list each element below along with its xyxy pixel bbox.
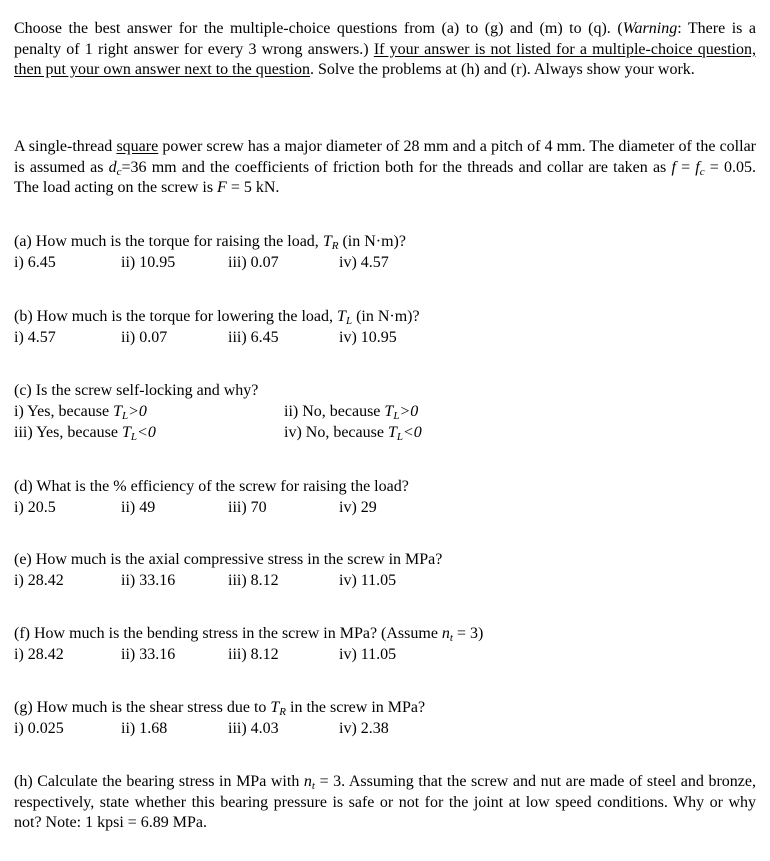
collar-friction-symbol: f	[695, 158, 700, 176]
torque-symbol: T	[113, 402, 122, 420]
torque-symbol: T	[387, 423, 397, 441]
torque-subscript: L	[393, 409, 400, 422]
question-text: (b) How much is the torque for lowering the load,	[14, 308, 338, 325]
option-i[interactable]: i) 6.45	[14, 253, 56, 271]
torque-subscript: L	[122, 409, 129, 422]
option-i[interactable]: i) 28.42	[14, 645, 64, 663]
option-iii[interactable]	[14, 423, 156, 444]
question-text: (g) How much is the shear stress due to	[14, 699, 271, 716]
option-text: >0	[399, 402, 419, 420]
question-d-options	[14, 498, 756, 519]
question-e-options	[14, 571, 756, 592]
instructions-text: Choose the best answer for the multiple-choice questions from (a) to (g) and (m) to (q). (	[14, 20, 623, 37]
question-h	[14, 772, 756, 834]
option-i[interactable]: i) 4.57	[14, 328, 56, 346]
question-b	[14, 307, 756, 349]
problem-text: =	[675, 158, 696, 176]
option-iii[interactable]: iii) 8.12	[228, 571, 279, 589]
option-ii[interactable]: ii) 0.07	[121, 328, 168, 346]
torque-subscript: R	[331, 240, 339, 252]
question-b-options	[14, 328, 756, 349]
problem-text: power screw has a major diameter of 28 mm and a pitch of 4 mm. The diameter of the collar is assumed as	[14, 138, 757, 176]
question-a	[14, 232, 756, 274]
question-g-options	[14, 719, 756, 740]
torque-symbol: T	[337, 308, 346, 325]
load-symbol: F	[217, 179, 227, 196]
option-ii[interactable]: ii) 1.68	[121, 719, 168, 737]
question-c-options-row1	[14, 402, 756, 423]
option-iv[interactable]: iv) 2.38	[339, 719, 389, 737]
question-c-text: (c) Is the screw self-locking and why?	[14, 382, 259, 399]
torque-symbol: T	[384, 402, 394, 420]
option-iv[interactable]: iv) 11.05	[339, 571, 397, 589]
problem-text: =36 mm and the coefficients of friction both for the threads and collar are taken as	[121, 158, 672, 176]
collar-friction-subscript: c	[699, 165, 705, 178]
option-i[interactable]: i) 28.42	[14, 571, 64, 589]
option-iii[interactable]: iii) 4.03	[228, 719, 279, 737]
option-i[interactable]	[14, 402, 147, 423]
option-iv[interactable]	[284, 423, 422, 444]
question-f-options	[14, 645, 756, 666]
question-a-options	[14, 253, 756, 274]
option-text: iv) No, because	[284, 423, 388, 441]
question-c-options-row2	[14, 423, 756, 444]
option-ii[interactable]: ii) 33.16	[121, 571, 176, 589]
torque-symbol: T	[121, 423, 131, 441]
safety-factor-symbol: n	[441, 625, 450, 642]
instructions-text: : There is a penalty of 1 right answer for every 3 wrong answers.)	[14, 20, 757, 58]
option-text: >0	[128, 402, 147, 420]
option-ii[interactable]: ii) 49	[121, 498, 156, 516]
question-f	[14, 624, 756, 666]
question-d-text: (d) What is the % efficiency of the screw for raising the load?	[14, 478, 409, 495]
question-text: (h) Calculate the bearing stress in MPa with	[14, 773, 304, 790]
option-i[interactable]: i) 20.5	[14, 498, 56, 516]
safety-factor-subscript: t	[449, 632, 453, 644]
question-c	[14, 381, 756, 444]
option-ii[interactable]: ii) 10.95	[121, 253, 176, 271]
option-i[interactable]: i) 0.025	[14, 719, 64, 737]
option-iv[interactable]: iv) 4.57	[339, 253, 389, 271]
option-iv[interactable]: iv) 29	[339, 498, 377, 516]
torque-symbol: T	[322, 233, 332, 250]
torque-subscript: R	[279, 706, 287, 718]
torque-subscript: L	[396, 430, 403, 443]
warning-label: Warning	[622, 20, 678, 37]
question-d	[14, 477, 756, 519]
option-iii[interactable]: iii) 70	[228, 498, 267, 516]
question-e	[14, 550, 756, 592]
option-text: ii) No, because	[284, 402, 385, 420]
option-text: iii) Yes, because	[14, 423, 122, 441]
option-iii[interactable]: iii) 0.07	[228, 253, 279, 271]
question-b-text	[14, 307, 756, 328]
friction-symbol: f	[671, 158, 676, 176]
problem-statement	[14, 137, 756, 199]
safety-factor-subscript: t	[311, 780, 315, 792]
instructions-text: . Solve the problems at (h) and (r). Always show your work.	[309, 61, 695, 78]
question-text: (f) How much is the bending stress in the screw in MPa? (Assume	[14, 625, 442, 642]
question-text: (a) How much is the torque for raising the load,	[14, 233, 323, 250]
option-text: i) Yes, because	[14, 402, 114, 420]
question-g	[14, 698, 756, 740]
collar-diameter-symbol: d	[108, 158, 117, 176]
question-text: in the screw in MPa?	[286, 699, 426, 716]
underlined-instruction: If your answer is not listed for a multiple-choice question, then put your own answer next to the question	[14, 40, 756, 78]
option-iv[interactable]: iv) 11.05	[339, 645, 397, 663]
question-text: = 3)	[452, 625, 484, 642]
question-a-text	[14, 232, 756, 253]
option-text: <0	[137, 423, 156, 441]
option-ii[interactable]: ii) 33.16	[121, 645, 176, 663]
option-text: <0	[403, 423, 422, 441]
problem-text: = 5 kN.	[226, 179, 280, 196]
torque-subscript: L	[345, 315, 353, 327]
question-e-text: (e) How much is the axial compressive stress in the screw in MPa?	[14, 551, 443, 568]
option-iii[interactable]: iii) 6.45	[228, 328, 279, 346]
problem-text: = 0.05. The load acting on the screw is	[14, 158, 757, 196]
option-iv[interactable]: iv) 10.95	[339, 328, 397, 346]
option-iii[interactable]: iii) 8.12	[228, 645, 279, 663]
torque-symbol: T	[270, 699, 280, 716]
option-ii[interactable]	[284, 402, 418, 423]
safety-factor-symbol: n	[303, 773, 312, 790]
question-f-text	[14, 624, 756, 645]
problem-text: A single-thread	[14, 138, 117, 155]
torque-subscript: L	[130, 430, 138, 443]
question-text: = 3. Assuming that the screw and nut are made of steel and bronze, respectively, state whether this bearing pressure is safe or not for the joint at low speed conditions. Why or why not? Note: 1 kpsi = 6.89 MPa.	[14, 773, 757, 831]
question-text: (in N·m)?	[352, 308, 420, 325]
question-g-text	[14, 698, 756, 719]
collar-diameter-subscript: c	[116, 165, 122, 178]
question-text: (in N·m)?	[338, 233, 406, 250]
instructions-paragraph	[14, 19, 756, 81]
square-underlined: square	[116, 138, 159, 155]
